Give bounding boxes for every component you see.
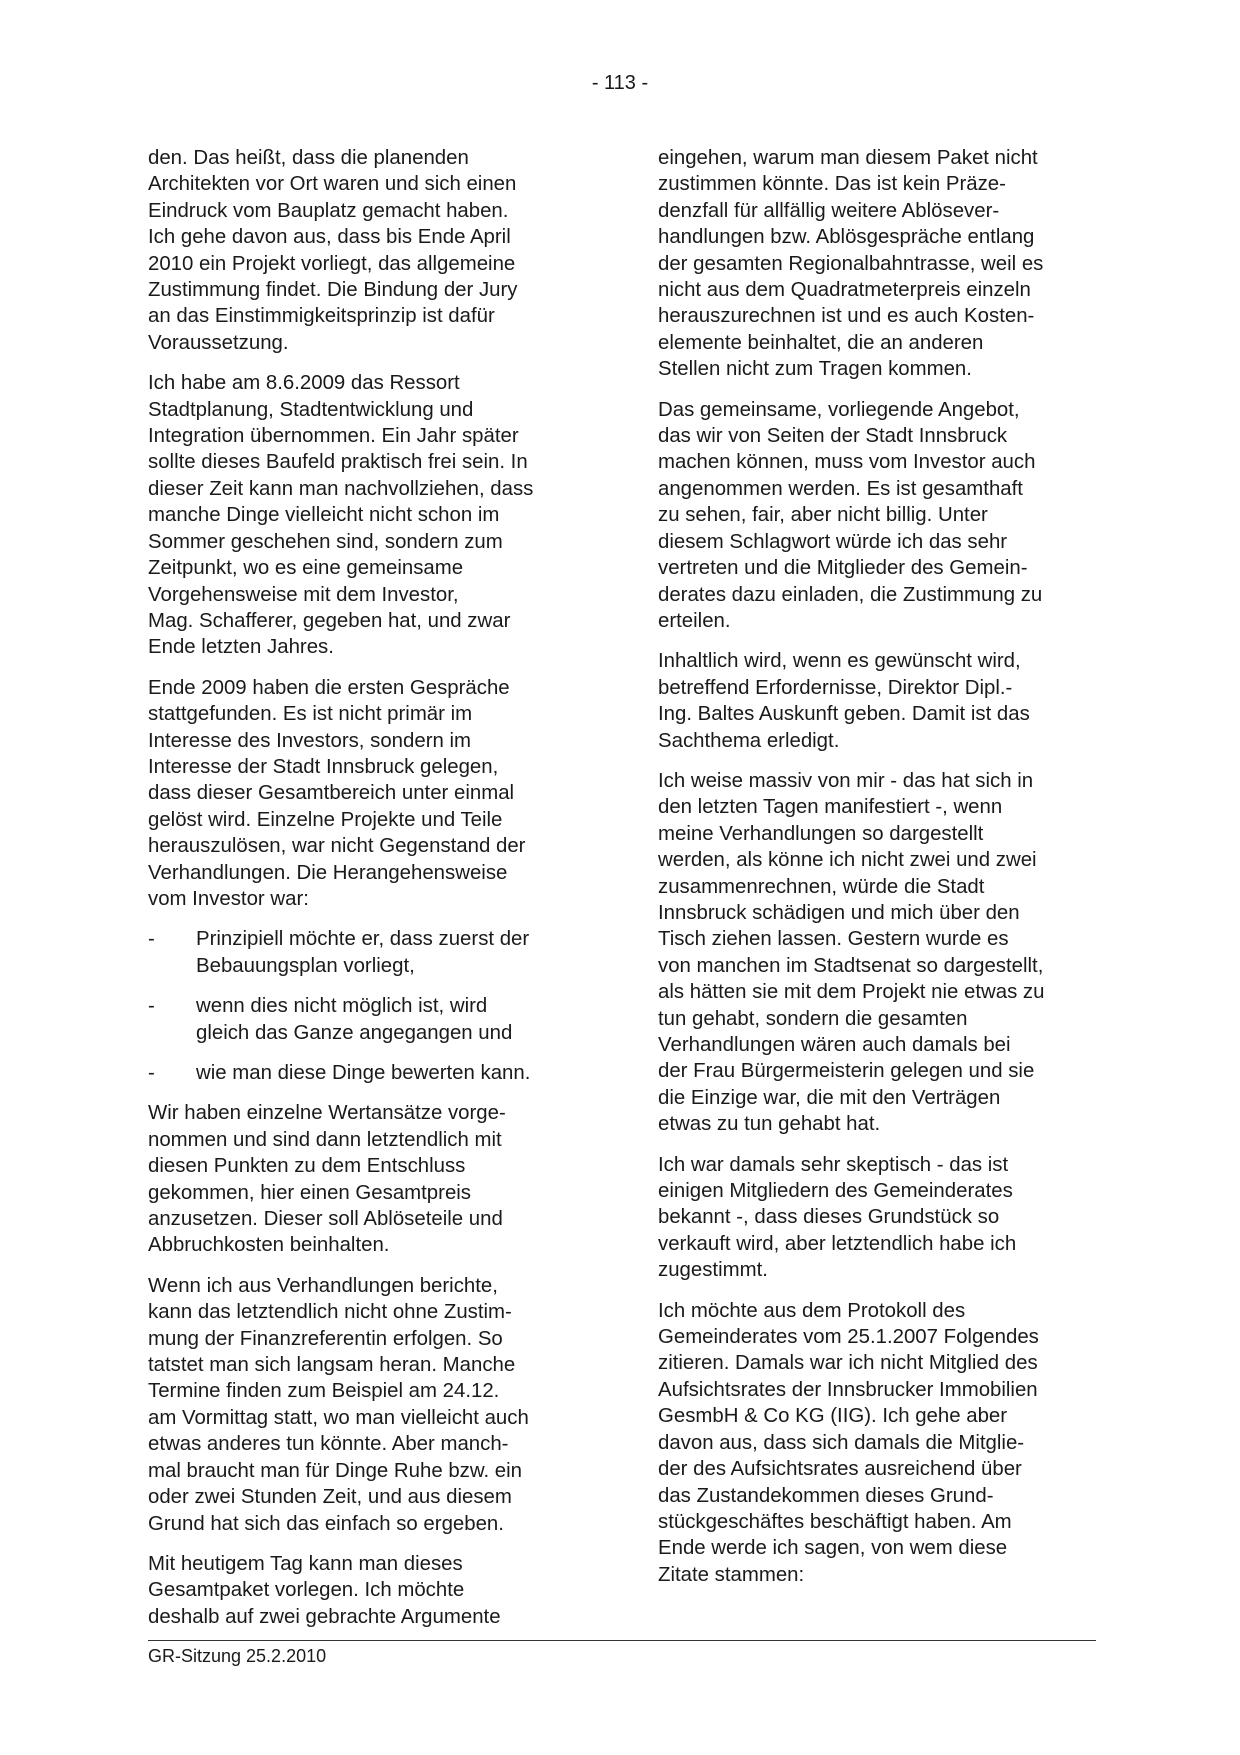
paragraph xyxy=(148,370,588,660)
text-line: denzfall für allfällig weitere Ablösever- xyxy=(658,199,1000,222)
text-line: der Frau Bürgermeisterin gelegen und sie xyxy=(658,1060,1035,1083)
text-line: mal braucht man für Dinge Ruhe bzw. ein xyxy=(148,1459,523,1482)
text-line: Sommer geschehen sind, sondern zum xyxy=(148,530,503,553)
text-line: Ich gehe davon aus, dass bis Ende April xyxy=(148,226,511,249)
text-line: Zeitpunkt, wo es eine gemeinsame xyxy=(148,557,464,580)
text-line: machen können, muss vom Investor auch xyxy=(658,451,1036,474)
text-line: stückgeschäftes beschäftigt haben. Am xyxy=(658,1510,1012,1533)
text-line: zu sehen, fair, aber nicht billig. Unter xyxy=(658,504,988,527)
text-line: die Einzige war, die mit den Verträgen xyxy=(658,1086,1001,1109)
text-line: betreffend Erfordernisse, Direktor Dipl.- xyxy=(658,676,1013,699)
text-line: Ing. Baltes Auskunft geben. Damit ist das xyxy=(658,703,1030,726)
text-line: Vorgehensweise mit dem Investor, xyxy=(148,583,459,606)
list-item xyxy=(148,993,588,1046)
text-line: eingehen, warum man diesem Paket nicht xyxy=(658,147,1038,169)
text-line: Das gemeinsame, vorliegende Angebot, xyxy=(658,398,1020,421)
left-paragraphs xyxy=(148,145,588,912)
text-line: Prinzipiell möchte er, dass zuerst der xyxy=(196,928,530,951)
text-line: Gemeinderates vom 25.1.2007 Folgendes xyxy=(658,1326,1039,1349)
text-line: an das Einstimmigkeitsprinzip ist dafür xyxy=(148,305,495,328)
text-line: Grund hat sich das einfach so ergeben. xyxy=(148,1512,504,1535)
text-line: Aufsichtsrates der Innsbrucker Immobilien xyxy=(658,1378,1038,1401)
text-line: Interesse des Investors, sondern im xyxy=(148,729,472,752)
text-line: Innsbruck schädigen und mich über den xyxy=(658,901,1020,924)
text-line: den letzten Tagen manifestiert -, wenn xyxy=(658,796,1003,819)
text-line: davon aus, dass sich damals die Mitglie- xyxy=(658,1431,1025,1454)
paragraph xyxy=(658,768,1098,1138)
text-line: der gesamten Regionalbahntrasse, weil es xyxy=(658,252,1044,275)
text-line: bekannt -, dass dieses Grundstück so xyxy=(658,1206,1000,1229)
text-line: Stadtplanung, Stadtentwicklung und xyxy=(148,398,474,421)
text-line: vertreten und die Mitglieder des Gemein- xyxy=(658,557,1028,580)
paragraph xyxy=(658,397,1098,635)
paragraph xyxy=(658,145,1098,383)
text-line: Ich weise massiv von mir - das hat sich in xyxy=(658,769,1034,792)
text-line: Zitate stammen: xyxy=(658,1563,805,1586)
text-line: Sachthema erledigt. xyxy=(658,729,840,752)
text-line: zitieren. Damals war ich nicht Mitglied des xyxy=(658,1352,1038,1375)
text-line: Abbruchkosten beinhalten. xyxy=(148,1234,390,1257)
text-line: Inhaltlich wird, wenn es gewünscht wird, xyxy=(658,650,1021,673)
text-line: manche Dinge vielleicht nicht schon im xyxy=(148,504,500,527)
text-line: oder zwei Stunden Zeit, und aus diesem xyxy=(148,1486,512,1509)
text-line: am Vormittag statt, wo man vielleicht auch xyxy=(148,1406,529,1429)
text-line: wie man diese Dinge bewerten kann. xyxy=(196,1062,531,1084)
text-line: sollte dieses Baufeld praktisch frei sein. In xyxy=(148,451,528,474)
list-bullet: - xyxy=(148,995,155,1018)
paragraph xyxy=(148,1551,588,1630)
paragraph xyxy=(658,648,1098,754)
text-line: etwas anderes tun könnte. Aber manch- xyxy=(148,1433,509,1456)
text-line: das wir von Seiten der Stadt Innsbruck xyxy=(658,425,1008,448)
text-line: GesmbH & Co KG (IIG). Ich gehe aber xyxy=(658,1405,1008,1428)
text-line: kann das letztendlich nicht ohne Zustim- xyxy=(148,1301,512,1324)
footer-session-label: GR-Sitzung 25.2.2010 xyxy=(148,1646,327,1666)
text-line: gelöst wird. Einzelne Projekte und Teile xyxy=(148,808,503,831)
text-line: Integration übernommen. Ein Jahr später xyxy=(148,425,519,448)
list-bullet: - xyxy=(148,1062,155,1084)
text-line: gekommen, hier einen Gesamtpreis xyxy=(148,1181,472,1204)
text-line: elemente beinhaltet, die an anderen xyxy=(658,331,984,354)
text-line: diesem Schlagwort würde ich das sehr xyxy=(658,530,1008,553)
text-line: zugestimmt. xyxy=(658,1259,768,1282)
text-line: den. Das heißt, dass die planenden xyxy=(148,147,469,169)
right-paragraphs xyxy=(658,145,1098,1588)
text-line: zusammenrechnen, würde die Stadt xyxy=(658,875,985,898)
text-line: das Zustandekommen dieses Grund- xyxy=(658,1484,994,1507)
text-line: 2010 ein Projekt vorliegt, das allgemeine xyxy=(148,252,516,275)
text-line: herauszulösen, war nicht Gegenstand der xyxy=(148,835,526,858)
list-bullet: - xyxy=(148,928,155,951)
text-line: Termine finden zum Beispiel am 24.12. xyxy=(148,1380,500,1403)
text-line: zustimmen könnte. Das ist kein Präze- xyxy=(658,173,1006,196)
text-line: wenn dies nicht möglich ist, wird xyxy=(196,995,488,1018)
text-line: Wenn ich aus Verhandlungen berichte, xyxy=(148,1274,498,1297)
paragraph xyxy=(148,675,588,913)
text-line: etwas zu tun gehabt hat. xyxy=(658,1113,881,1136)
text-line: Interesse der Stadt Innsbruck gelegen, xyxy=(148,755,499,778)
text-line: Mag. Schafferer, gegeben hat, und zwar xyxy=(148,609,511,632)
text-line: stattgefunden. Es ist nicht primär im xyxy=(148,703,473,726)
text-line: vom Investor war: xyxy=(148,887,309,910)
text-line: mung der Finanzreferentin erfolgen. So xyxy=(148,1327,503,1350)
text-line: Eindruck vom Bauplatz gemacht haben. xyxy=(148,199,509,222)
right-column xyxy=(658,145,1098,1602)
text-line: handlungen bzw. Ablösgespräche entlang xyxy=(658,226,1035,249)
text-line: der des Aufsichtsrates ausreichend über xyxy=(658,1458,1022,1481)
text-line: deshalb auf zwei gebrachte Argumente xyxy=(148,1605,501,1628)
text-line: meine Verhandlungen so dargestellt xyxy=(658,822,984,845)
text-line: Verhandlungen wären auch damals bei xyxy=(658,1034,1011,1056)
text-line: derates dazu einladen, die Zustimmung zu xyxy=(658,583,1043,606)
bullet-list xyxy=(148,926,588,1086)
text-line: angenommen werden. Es ist gesamthaft xyxy=(658,477,1023,500)
left-column xyxy=(148,145,588,1644)
text-line: nommen und sind dann letztendlich mit xyxy=(148,1128,502,1151)
paragraph xyxy=(658,1152,1098,1284)
left-paragraphs-after-list xyxy=(148,1100,588,1630)
text-line: Wir haben einzelne Wertansätze vorge- xyxy=(148,1102,506,1125)
text-line: herauszurechnen ist und es auch Kosten- xyxy=(658,305,1035,328)
text-line: dieser Zeit kann man nachvollziehen, dass xyxy=(148,477,534,500)
text-line: als hätten sie mit dem Projekt nie etwas zu xyxy=(658,981,1045,1004)
text-line: Architekten vor Ort waren und sich einen xyxy=(148,173,517,196)
text-line: Zustimmung findet. Die Bindung der Jury xyxy=(148,279,518,302)
text-line: verkauft wird, aber letztendlich habe ich xyxy=(658,1232,1017,1255)
text-line: Stellen nicht zum Tragen kommen. xyxy=(658,358,972,381)
text-line: Tisch ziehen lassen. Gestern wurde es xyxy=(658,928,1009,951)
text-line: von manchen im Stadtsenat so dargestellt, xyxy=(658,954,1044,977)
text-line: Ende 2009 haben die ersten Gespräche xyxy=(148,676,510,699)
text-line: Verhandlungen. Die Herangehensweise xyxy=(148,861,508,884)
text-line: Mit heutigem Tag kann man dieses xyxy=(148,1552,463,1575)
text-line: werden, als könne ich nicht zwei und zwei xyxy=(658,849,1037,872)
text-line: Bebauungsplan vorliegt, xyxy=(196,954,415,977)
paragraph xyxy=(658,1298,1098,1588)
text-line: dass dieser Gesamtbereich unter einmal xyxy=(148,782,515,805)
footer-divider xyxy=(148,1640,1096,1641)
text-line: gleich das Ganze angegangen und xyxy=(196,1021,513,1044)
text-line: Ende werde ich sagen, von wem diese xyxy=(658,1537,1008,1560)
text-line: Ende letzten Jahres. xyxy=(148,636,334,659)
page-number: - 113 - xyxy=(591,72,649,94)
paragraph xyxy=(148,1273,588,1537)
list-item xyxy=(148,926,588,979)
text-line: diesen Punkten zu dem Entschluss xyxy=(148,1155,466,1178)
paragraph xyxy=(148,145,588,356)
paragraph xyxy=(148,1100,588,1258)
text-line: erteilen. xyxy=(658,609,731,632)
text-line: nicht aus dem Quadratmeterpreis einzeln xyxy=(658,279,1031,302)
text-line: Ich möchte aus dem Protokoll des xyxy=(658,1299,966,1322)
text-line: Ich war damals sehr skeptisch - das ist xyxy=(658,1153,1009,1176)
text-line: anzusetzen. Dieser soll Ablöseteile und xyxy=(148,1208,503,1231)
list-item xyxy=(148,1060,588,1086)
text-line: tatstet man sich langsam heran. Manche xyxy=(148,1354,516,1377)
text-line: einigen Mitgliedern des Gemeinderates xyxy=(658,1180,1013,1203)
text-line: tun gehabt, sondern die gesamten xyxy=(658,1007,968,1030)
text-line: Ich habe am 8.6.2009 das Ressort xyxy=(148,372,460,395)
text-line: Voraussetzung. xyxy=(148,331,289,354)
text-line: Gesamtpaket vorlegen. Ich möchte xyxy=(148,1579,465,1602)
